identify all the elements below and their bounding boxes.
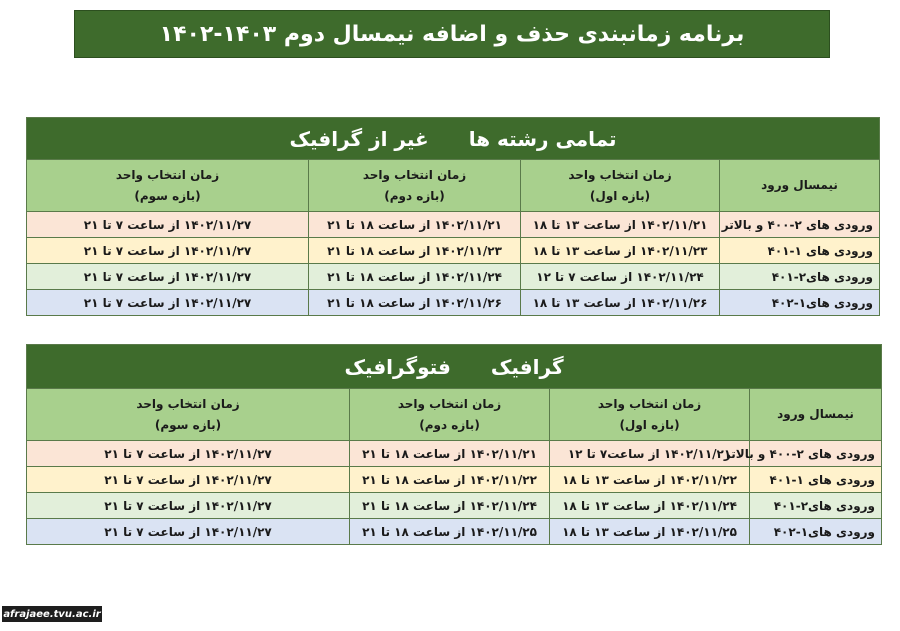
cell-entry-semester: ورودی های۱-۴۰۲: [750, 519, 882, 545]
cell-slot-1: ۱۴۰۲/۱۱/۲۱ از ساعت ۱۳ تا ۱۸: [521, 212, 720, 238]
cell-slot-1: ۱۴۰۲/۱۱/۲۱ از ساعت۷ تا ۱۲: [550, 441, 750, 467]
banner-label-primary: گرافیک: [490, 354, 564, 379]
cell-slot-3: ۱۴۰۲/۱۱/۲۷ از ساعت ۷ تا ۲۱: [27, 264, 309, 290]
header-slot-1: زمان انتخاب واحد (بازه اول): [521, 160, 720, 212]
schedule-table-all-majors: [26, 117, 880, 316]
cell-entry-semester: ورودی های۲-۴۰۱: [750, 493, 882, 519]
cell-slot-2: ۱۴۰۲/۱۱/۲۴ از ساعت ۱۸ تا ۲۱: [350, 493, 550, 519]
cell-slot-2: ۱۴۰۲/۱۱/۲۲ از ساعت ۱۸ تا ۲۱: [350, 467, 550, 493]
table-header-row: [27, 160, 880, 212]
table-row: [27, 493, 882, 519]
cell-slot-1: ۱۴۰۲/۱۱/۲۴ از ساعت ۱۳ تا ۱۸: [550, 493, 750, 519]
header-entry-semester: نیمسال ورود: [750, 389, 882, 441]
cell-slot-1: ۱۴۰۲/۱۱/۲۲ از ساعت ۱۳ تا ۱۸: [550, 467, 750, 493]
table-row: [27, 264, 880, 290]
header-slot-2: زمان انتخاب واحد (بازه دوم): [350, 389, 550, 441]
header-slot-1: زمان انتخاب واحد (بازه اول): [550, 389, 750, 441]
cell-slot-1: ۱۴۰۲/۱۱/۲۶ از ساعت ۱۳ تا ۱۸: [521, 290, 720, 316]
cell-slot-2: ۱۴۰۲/۱۱/۲۱ از ساعت ۱۸ تا ۲۱: [309, 212, 521, 238]
site-watermark: afrajaee.tvu.ac.ir: [2, 606, 102, 622]
cell-slot-1: ۱۴۰۲/۱۱/۲۵ از ساعت ۱۳ تا ۱۸: [550, 519, 750, 545]
cell-slot-3: ۱۴۰۲/۱۱/۲۷ از ساعت ۷ تا ۲۱: [27, 212, 309, 238]
cell-slot-2: ۱۴۰۲/۱۱/۲۶ از ساعت ۱۸ تا ۲۱: [309, 290, 521, 316]
cell-entry-semester: ورودی های ۲-۴۰۰ و بالاتر: [720, 212, 880, 238]
header-slot-3: زمان انتخاب واحد (بازه سوم): [27, 160, 309, 212]
table-row: [27, 519, 882, 545]
header-slot-2: زمان انتخاب واحد (بازه دوم): [309, 160, 521, 212]
cell-slot-2: ۱۴۰۲/۱۱/۲۴ از ساعت ۱۸ تا ۲۱: [309, 264, 521, 290]
cell-slot-1: ۱۴۰۲/۱۱/۲۴ از ساعت ۷ تا ۱۲: [521, 264, 720, 290]
cell-entry-semester: ورودی های ۱-۴۰۱: [750, 467, 882, 493]
page-title: برنامه زمانبندی حذف و اضافه نیمسال دوم ۱۴۰۳-۱۴۰۲: [74, 10, 830, 58]
cell-slot-2: ۱۴۰۲/۱۱/۲۵ از ساعت ۱۸ تا ۲۱: [350, 519, 550, 545]
cell-entry-semester: ورودی های۱-۴۰۲: [720, 290, 880, 316]
cell-slot-3: ۱۴۰۲/۱۱/۲۷ از ساعت ۷ تا ۲۱: [27, 493, 350, 519]
cell-slot-1: ۱۴۰۲/۱۱/۲۳ از ساعت ۱۳ تا ۱۸: [521, 238, 720, 264]
cell-slot-3: ۱۴۰۲/۱۱/۲۷ از ساعت ۷ تا ۲۱: [27, 467, 350, 493]
banner-label-primary: تمامی رشته ها: [468, 126, 617, 151]
table-banner: [27, 345, 882, 389]
cell-slot-2: ۱۴۰۲/۱۱/۲۳ از ساعت ۱۸ تا ۲۱: [309, 238, 521, 264]
cell-slot-3: ۱۴۰۲/۱۱/۲۷ از ساعت ۷ تا ۲۱: [27, 441, 350, 467]
banner-label-secondary: غیر از گرافیک: [289, 126, 429, 151]
table-row: [27, 441, 882, 467]
schedule-table-graphic: [26, 344, 882, 545]
table-header-row: [27, 389, 882, 441]
cell-slot-3: ۱۴۰۲/۱۱/۲۷ از ساعت ۷ تا ۲۱: [27, 519, 350, 545]
table-row: [27, 467, 882, 493]
cell-entry-semester: ورودی های۲-۴۰۱: [720, 264, 880, 290]
banner-label-secondary: فتوگرافیک: [344, 354, 451, 379]
table-row: [27, 212, 880, 238]
header-slot-3: زمان انتخاب واحد (بازه سوم): [27, 389, 350, 441]
header-entry-semester: نیمسال ورود: [720, 160, 880, 212]
cell-slot-3: ۱۴۰۲/۱۱/۲۷ از ساعت ۷ تا ۲۱: [27, 290, 309, 316]
cell-entry-semester: ورودی های ۱-۴۰۱: [720, 238, 880, 264]
cell-entry-semester: ورودی های ۲-۴۰۰ و بالاتر: [750, 441, 882, 467]
cell-slot-3: ۱۴۰۲/۱۱/۲۷ از ساعت ۷ تا ۲۱: [27, 238, 309, 264]
table-row: [27, 290, 880, 316]
cell-slot-2: ۱۴۰۲/۱۱/۲۱ از ساعت ۱۸ تا ۲۱: [350, 441, 550, 467]
table-row: [27, 238, 880, 264]
table-banner: [27, 118, 880, 160]
